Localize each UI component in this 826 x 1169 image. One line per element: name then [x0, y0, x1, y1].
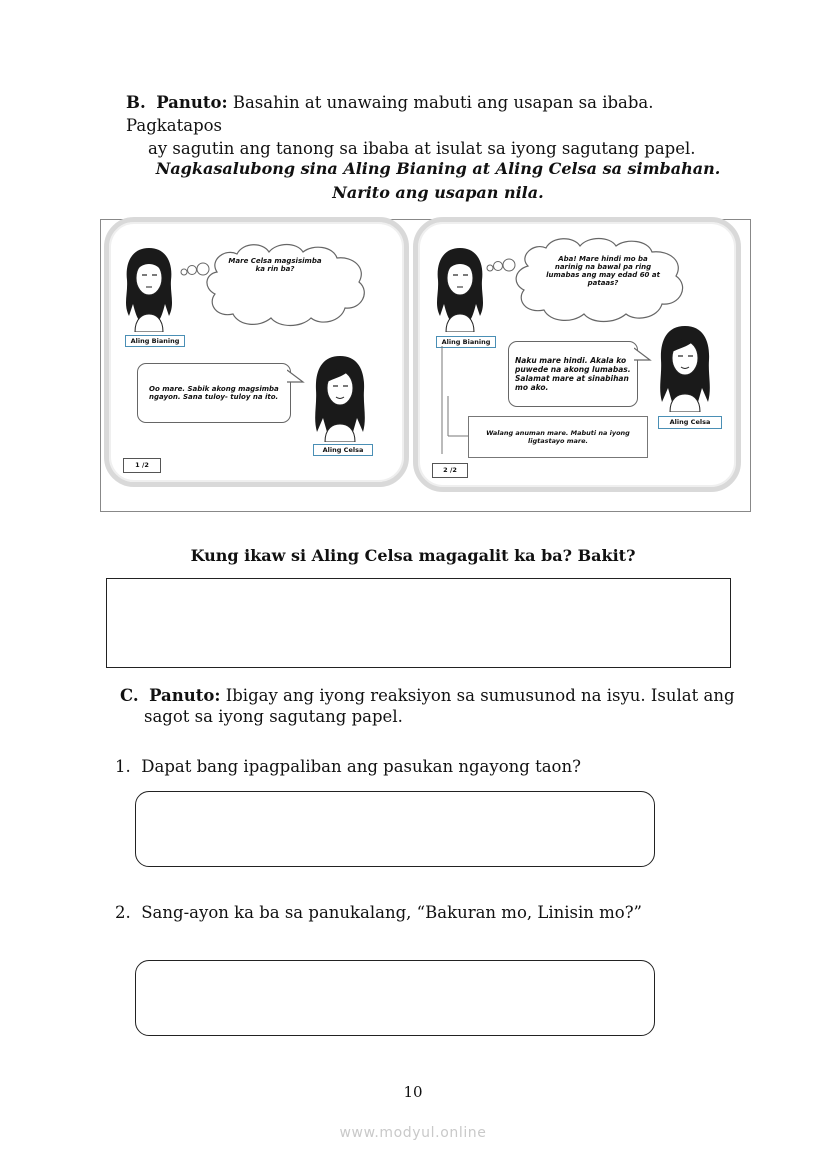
- item-2-text: Sang-ayon ka ba sa panukalang, “Bakuran mo, Linisin mo?”: [141, 903, 642, 922]
- section-c-text-line2: sagot sa iyong sagutang papel.: [144, 707, 403, 726]
- section-c-instructions: [120, 685, 740, 727]
- question-b: Kung ikaw si Aling Celsa magagalit ka ba? Bakit?: [190, 546, 636, 565]
- section-c-label: Panuto:: [149, 686, 221, 705]
- name-tag-celsa-2: Aling Celsa: [658, 416, 722, 429]
- aling-bianing-figure-2: [430, 244, 490, 332]
- answer-box-1[interactable]: [135, 791, 655, 867]
- bubble-text-2: Oo mare. Sabik akong magsimba ngayon. Sana tuloy- tuloy na ito.: [149, 385, 279, 401]
- speech-tail-2: [287, 368, 305, 386]
- section-b-letter: B.: [126, 93, 146, 112]
- answer-box-b[interactable]: [106, 578, 731, 668]
- section-b-text-line1: Basahin at unawaing mabuti ang usapan sa ibaba. Pagkatapos: [126, 93, 654, 135]
- section-c-letter: C.: [120, 686, 139, 705]
- section-b-instructions: [126, 91, 746, 160]
- section-b-label: Panuto:: [156, 93, 228, 112]
- page-number: 10: [403, 1083, 423, 1101]
- speech-bubble-2: [137, 363, 291, 423]
- subtitle-line2: Narito ang usapan nila.: [332, 183, 544, 202]
- page-tag-1: 1 /2: [123, 458, 161, 473]
- bubble-text-4: Naku mare hindi. Akala ko puwede na akong lumabas. Salamat mare at sinabihan mo ako.: [515, 356, 631, 392]
- bubble-text-5: Walang anuman mare. Mabuti na iyong ligtastayo mare.: [486, 429, 630, 445]
- speech-tail-4: [634, 346, 652, 364]
- section-b-text-line2: ay sagutin ang tanong sa ibaba at isulat sa iyong sagutang papel.: [148, 139, 696, 158]
- bubble-text-3: Aba! Mare hindi mo ba narinig na bawal pa ring lumabas ang may edad 60 at pataas?: [546, 255, 660, 287]
- page-tag-2: 2 /2: [432, 463, 468, 478]
- answer-box-2[interactable]: [135, 960, 655, 1036]
- comic-strip: [100, 219, 751, 512]
- aling-celsa-figure-2: [654, 322, 716, 412]
- name-tag-celsa: Aling Celsa: [313, 444, 373, 456]
- dialogue-subtitle: [100, 157, 776, 205]
- item-2: [115, 903, 642, 922]
- aling-celsa-figure: [309, 352, 371, 442]
- aling-bianing-figure: [119, 244, 179, 332]
- footer-watermark: www.modyul.online: [339, 1125, 487, 1141]
- name-tag-bianing-2: Aling Bianing: [436, 336, 496, 348]
- thought-bubble-1: [177, 238, 377, 330]
- comic-panel-1: [104, 217, 409, 487]
- speech-bubble-4: [508, 341, 638, 407]
- item-1-number: 1.: [115, 757, 131, 776]
- speech-box-5: [468, 416, 648, 458]
- comic-panel-2: [413, 217, 741, 492]
- subtitle-line1: Nagkasalubong sina Aling Bianing at Aling Celsa sa simbahan.: [155, 159, 721, 178]
- bubble-text-1: Mare Celsa magsisimba ka rin ba?: [228, 257, 322, 273]
- item-2-number: 2.: [115, 903, 131, 922]
- item-1: [115, 757, 581, 776]
- name-tag-bianing: Aling Bianing: [125, 335, 185, 347]
- item-1-text: Dapat bang ipagpaliban ang pasukan ngayong taon?: [141, 757, 581, 776]
- section-c-text-line1: Ibigay ang iyong reaksiyon sa sumusunod na isyu. Isulat ang: [225, 686, 735, 705]
